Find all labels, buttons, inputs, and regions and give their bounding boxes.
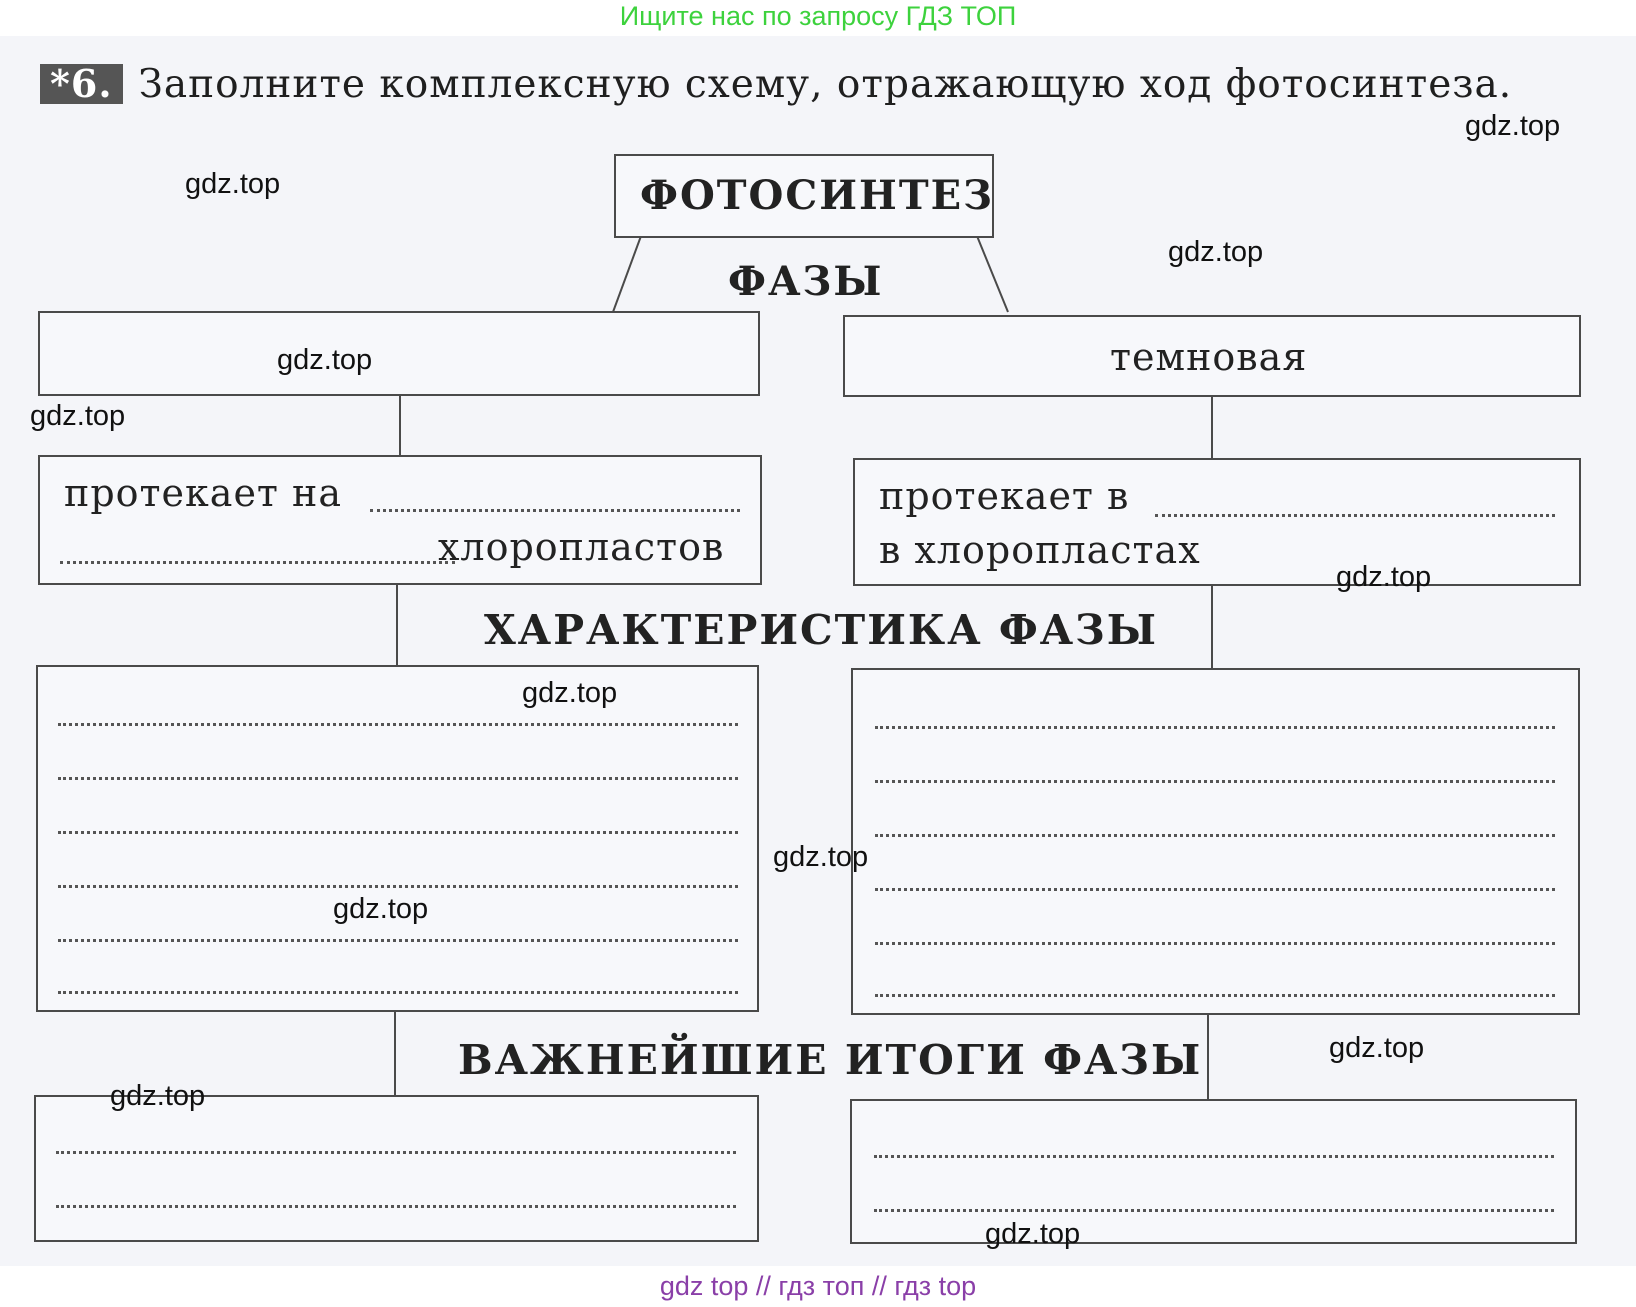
right-phase-name: темновая bbox=[1110, 335, 1308, 379]
phases-label: ФАЗЫ bbox=[728, 258, 884, 305]
root-label: ФОТОСИНТЕЗ bbox=[640, 172, 994, 219]
watermark: gdz.top bbox=[30, 400, 126, 432]
left-location-text-2: хлоропластов bbox=[438, 525, 725, 569]
watermark: gdz.top bbox=[110, 1080, 206, 1112]
watermark: gdz.top bbox=[1168, 236, 1264, 268]
watermark: gdz.top bbox=[1465, 110, 1561, 142]
right-characteristics-line-1[interactable] bbox=[875, 726, 1555, 729]
left-location-blank-2[interactable] bbox=[60, 561, 455, 564]
right-results-line-2[interactable] bbox=[874, 1209, 1554, 1212]
watermark: gdz.top bbox=[1329, 1032, 1425, 1064]
left-results-line-1[interactable] bbox=[56, 1151, 736, 1154]
left-characteristics-line-4[interactable] bbox=[58, 885, 738, 888]
watermark: gdz.top bbox=[522, 677, 618, 709]
right-characteristics-line-2[interactable] bbox=[875, 780, 1555, 783]
right-characteristics-line-5[interactable] bbox=[875, 942, 1555, 945]
left-characteristics-box bbox=[36, 665, 759, 1012]
left-location-box bbox=[38, 455, 762, 585]
watermark: gdz.top bbox=[1336, 561, 1432, 593]
left-results-box bbox=[34, 1095, 759, 1242]
left-characteristics-line-2[interactable] bbox=[58, 777, 738, 780]
watermark: gdz.top bbox=[985, 1218, 1081, 1250]
right-characteristics-box bbox=[851, 668, 1580, 1015]
right-characteristics-line-6[interactable] bbox=[875, 994, 1555, 997]
task-number: *6. bbox=[40, 64, 123, 104]
left-location-blank-1[interactable] bbox=[370, 509, 740, 512]
right-location-box bbox=[853, 458, 1581, 586]
results-label: ВАЖНЕЙШИЕ ИТОГИ ФАЗЫ bbox=[458, 1036, 1203, 1084]
watermark: gdz.top bbox=[277, 344, 373, 376]
left-phase-name-box[interactable] bbox=[38, 311, 760, 396]
watermark: gdz.top bbox=[773, 841, 869, 873]
photosynthesis-root-box bbox=[614, 154, 994, 238]
characteristics-label: ХАРАКТЕРИСТИКА ФАЗЫ bbox=[484, 606, 1159, 654]
right-phase-name-box bbox=[843, 315, 1581, 397]
left-characteristics-line-3[interactable] bbox=[58, 831, 738, 834]
left-results-line-2[interactable] bbox=[56, 1205, 736, 1208]
left-characteristics-line-6[interactable] bbox=[58, 991, 738, 994]
right-results-line-1[interactable] bbox=[874, 1155, 1554, 1158]
right-characteristics-line-3[interactable] bbox=[875, 834, 1555, 837]
watermark: gdz.top bbox=[333, 893, 429, 925]
task-text: Заполните комплексную схему, отражающую ход фотосинтеза. bbox=[138, 62, 1513, 107]
left-characteristics-line-1[interactable] bbox=[58, 723, 738, 726]
right-characteristics-line-4[interactable] bbox=[875, 888, 1555, 891]
left-location-text-1: протекает на bbox=[64, 471, 343, 515]
right-location-blank[interactable] bbox=[1155, 514, 1555, 517]
watermark: gdz.top bbox=[185, 168, 281, 200]
header-note: Ищите нас по запросу ГДЗ ТОП bbox=[619, 1, 1017, 31]
footer-note: gdz top // гдз топ // гдз top bbox=[659, 1271, 977, 1301]
right-location-text-2: в хлоропластах bbox=[879, 528, 1201, 572]
left-characteristics-line-5[interactable] bbox=[58, 939, 738, 942]
right-location-text-1: протекает в bbox=[879, 474, 1130, 518]
right-results-box bbox=[850, 1099, 1577, 1244]
